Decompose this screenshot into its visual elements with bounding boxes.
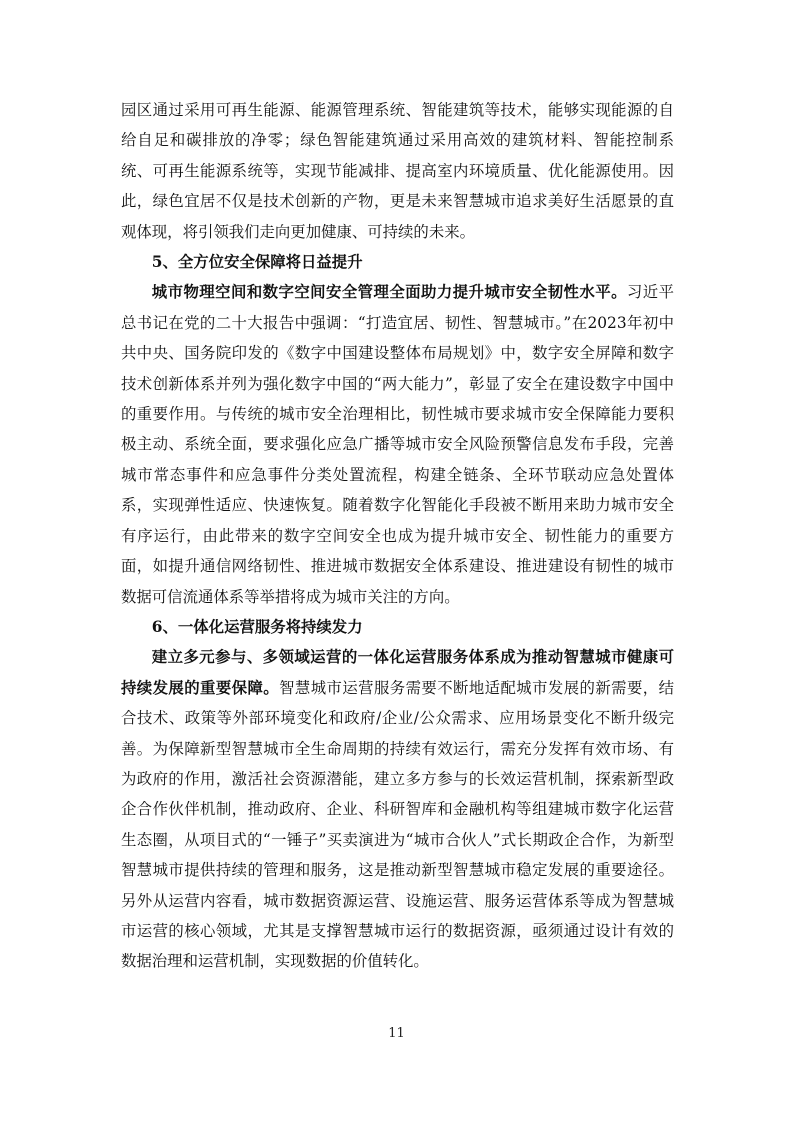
- body-text-6: 智慧城市运营服务需要不断地适配城市发展的新需要，结合技术、政策等外部环境变化和政府/企业/公众需求、应用场景变化不断升级完善。为保障新型智慧城市全生命周期的持续有效运行，需充分发挥有效市场、有为政府的作用，激活社会资源潜能，建立多方参与的长效运营机制，探索新型政企合作伙伴机制，推动政府、企业、科研智库和金融机构等组建城市数字化运营生态圈，从项目式的“一锤子”买卖演进为“城市合伙人”式长期政企合作，为新型智慧城市提供持续的管理和服务，这是推动新型智慧城市稳定发展的重要途径。另外从运营内容看，城市数据资源运营、设施运营、服务运营体系等成为智慧城市运营的核心领域，尤其是支撑智慧城市运行的数据资源，亟须通过设计有效的数据治理和运营机制，实现数据的价值转化。: [121, 678, 674, 971]
- paragraph-section-6: [121, 642, 674, 976]
- lead-sentence-5: 城市物理空间和数字空间安全管理全面助力提升城市安全韧性水平。: [151, 283, 627, 302]
- section-heading-6: 6、一体化运营服务将持续发力: [151, 617, 363, 636]
- body-text-5: 习近平总书记在党的二十大报告中强调：“打造宜居、韧性、智慧城市。”在2023年初中共中央、国务院印发的《数字中国建设整体布局规划》中，数字安全屏障和数字技术创新体系并列为强化数字中国的“两大能力”，彰显了安全在建设数字中国中的重要作用。与传统的城市安全治理相比，韧性城市要求城市安全保障能力要积极主动、系统全面，要求强化应急广播等城市安全风险预警信息发布手段，完善城市常态事件和应急事件分类处置流程，构建全链条、全环节联动应急处置体系，实现弹性适应、快速恢复。随着数字化智能化手段被不断用来助力城市安全有序运行，由此带来的数字空间安全也成为提升城市安全、韧性能力的重要方面，如提升通信网络韧性、推进城市数据安全体系建设、推进建设有韧性的城市数据可信流通体系等举措将成为城市关注的方向。: [121, 283, 674, 606]
- paragraph-section-5: [121, 277, 674, 611]
- document-body: [121, 95, 674, 977]
- section-heading-5: 5、全方位安全保障将日益提升: [151, 253, 363, 272]
- paragraph-continuation: 园区通过采用可再生能源、能源管理系统、智能建筑等技术，能够实现能源的自给自足和碳排放的净零；绿色智能建筑通过采用高效的建筑材料、智能控制系统、可再生能源系统等，实现节能减排、提高室内环境质量、优化能源使用。因此，绿色宜居不仅是技术创新的产物，更是未来智慧城市追求美好生活愿景的直观体现，将引领我们走向更加健康、可持续的未来。: [121, 101, 674, 241]
- lead-sentence-6: 建立多元参与、多领域运营的一体化运营服务体系成为推动智慧城市健康可持续发展的重要保障。: [121, 648, 674, 697]
- page-number: 11: [388, 1026, 405, 1041]
